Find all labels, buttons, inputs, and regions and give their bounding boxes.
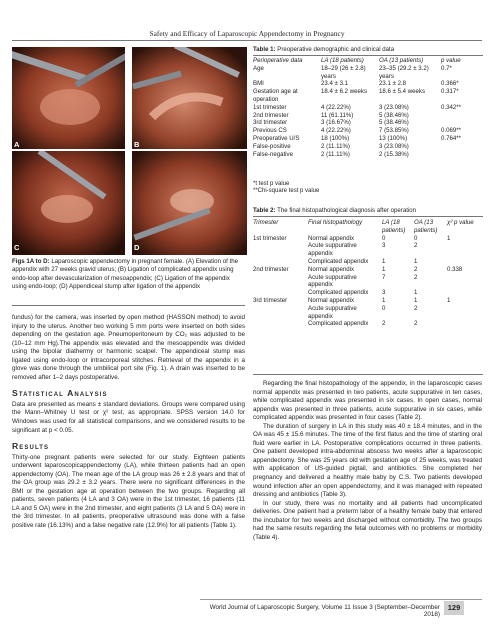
table1-cell [441,119,483,127]
table2-row [253,297,483,305]
table2-title [253,207,416,214]
table2-header: Final histopathology [308,219,363,226]
table1-title [253,46,394,53]
table2-cell: 1 [382,257,386,265]
table2-cell: Acute suppurative appendix [308,242,357,258]
caption-rule [12,305,245,306]
table2-cell: 0 [382,234,386,242]
photo-label-d: D [134,243,140,252]
photo-top-left [12,47,125,149]
table2-header: Trimester [253,219,279,226]
outcome-paragraph: In our study, there was no mortality and all patients had uncomplicated deliveries. One patient had a preterm labor of a healthy female baby that entered the incubator for two weeks and discharged without comorbidity. The two groups had the same results regarding the fetal outcomes with no problems or morbidity (Table 4). [253,499,482,541]
table2 [253,219,483,328]
table1-cell: 4 (22.22%) [321,103,351,111]
table1-row [253,80,483,88]
table1-cell: False-negative [253,150,293,158]
photo-label-a: A [14,140,20,149]
table2-bottom-rule [253,374,483,375]
table1-row [253,112,483,120]
table2-cell: 0.338 [447,265,463,273]
table2-cell: Complicated appendix [308,320,369,328]
table1-cell: 3rd trimester [253,119,288,127]
table2-cell: Complicated appendix [308,289,369,297]
table2-title-text: The final histopathological diagnosis after operation [275,207,417,214]
table2-top-rule [253,216,483,217]
duration-paragraph: The duration of surgery in LA in this study was 40 ± 18.4 minutes, and in the OA was 45 ± 15.6 minutes. The time of the first flatus and the time of starting oral fluid were earlier in LA. Postoperative complications occurred in three patients. One patient developed intra-abdominal abscess two weeks after a laparoscopic appendectomy. She was 25 years old with gestation age of 25 weeks, was treated with application of US-guided pigtail, and antibiotics. She completed her pregnancy and delivered a healthy male baby by C.S. Two patients developed wound infection after an open appendectomy, and it was managed with repeated dressing and antibiotics (Table 3). [253,422,482,499]
table2-cell [253,320,308,328]
table2-row [253,266,483,274]
table2-row [253,242,483,258]
table2-cell: 1 [447,234,451,242]
table2-cell: Acute suppurative appendix [308,273,357,289]
table1-title-text: Preoperative demographic and clinical data [275,46,395,53]
journal-footer: World Journal of Laparoscopic Surgery, Volume 11 Issue 3 (September–December 2018) [209,604,440,618]
table2-header-row [253,219,483,235]
table1-header: Perioperative data [253,57,303,64]
table2-row [253,305,483,321]
table2-cell: 2 [414,304,418,312]
table2-cell [253,289,308,297]
table1-row [253,88,483,104]
table2-cell [447,258,483,266]
right-column [253,380,482,542]
left-column [12,314,245,531]
table2-row [253,320,483,328]
table2-cell: 0 [382,304,386,312]
table2-cell: Normal appendix [308,265,355,273]
method-paragraph: fundus) for the camera, was inserted by open method (HASSON method) to avoid injury to the uterus. Another two working 5 mm ports were inserted on both sides depending on the gestation age. Pneumoperitoneum by CO₂ was adjusted to be (10–12 mm Hg).The appendix was elevated and the mesoappendix was divided using the bipolar diathermy or harmonic scalpel. The appendiceal stump was ligated using endo-loop or intracorporeal stitches. Retrieval of the appendix in a glove was done through the umbilical port site (Fig. 1). A drain was inserted to be removed after 1–2 days postoperative. [12,314,245,381]
table1-cell [441,151,483,159]
table2-cell: Normal appendix [308,234,355,242]
table2-cell: 2 [414,273,418,281]
table2-cell [253,258,308,266]
table1-cell: 4 (22.22%) [321,127,351,135]
table2-cell: 2 [414,265,418,273]
page-number: 129 [444,601,464,615]
table1-cell: Preoperative U/S [253,134,300,142]
table2-cell [447,289,483,297]
table1-cell: 2 (15.38%) [379,150,409,158]
table1-cell: 0.069** [441,127,461,135]
photo-top-right [132,47,247,149]
footer-rule [200,599,482,600]
table1-header: OA (13 patients) [379,57,424,64]
table1-row [253,143,483,151]
table2-cell: Acute suppurative appendix [308,304,357,320]
table1-cell: 23.4 ± 3.1 [321,80,349,88]
table1-row [253,104,483,112]
table1-cell: 5 (38.46%) [379,119,409,127]
statistical-analysis-paragraph: Data are presented as means ± standard deviations. Groups were compared using the Mann–Whitney U test or χ² test, as appropriate. SPSS version 14.0 for Windows was used for all statistical comparisons, and we considered results to be significant at p < 0.05. [12,400,245,434]
header-rule [12,40,482,41]
table1-cell: 0.764** [441,134,461,142]
photo-label-b: B [134,140,140,149]
table1-cell: 11 (61.11%) [321,111,354,119]
table1-row [253,65,483,81]
table2-cell [447,320,483,328]
table1-row [253,151,483,159]
table1-footnote: *t test p value [253,181,290,187]
table1-cell: 5 (38.46%) [379,111,409,119]
table1-cell: Age [253,64,264,72]
table1-cell: 3 (23.08%) [379,103,409,111]
table1-row [253,135,483,143]
running-header: Safety and Efficacy of Laparoscopic Appendectomy in Pregnancy [149,29,345,38]
table2-row [253,258,483,266]
table2-header: χ² p value [447,219,474,226]
table2-cell: 1 [414,257,418,265]
table1-row [253,119,483,127]
table1-cell [441,112,483,120]
table1-cell: 0.366* [441,80,459,88]
table2-row [253,235,483,243]
photo-bottom-left [12,151,125,255]
table1-footnote: **Chi-square test p value [253,188,320,195]
table2-cell: 3rd trimester [253,296,288,304]
table1-cell: Gestation age at operation [253,88,298,103]
table2-header: LA (18 patients) [382,219,406,234]
statistical-analysis-heading: Statistical Analysis [12,388,108,399]
histopathology-paragraph: Regarding the final histopathology of the appendix, in the laparoscopic cases normal appendix was presented in two patients, acute suppurative in ten cases, while complicated appendix was presented in six cases. In open cases, normal appendix was presented in three patients, acute suppurative in six cases, while complicated appendix was presented in four cases (Table 2). [253,380,482,422]
table1-header: LA (18 patients) [321,57,364,64]
table1-cell: 2nd trimester [253,111,289,119]
table1-cell: 0.7* [441,64,452,72]
table2-cell: 1 [414,296,418,304]
figure-caption-lead: Figs 1A to D: [12,258,50,265]
table2-title-label: Table 2: [253,207,276,214]
table2-cell: 3 [382,242,386,250]
table2-cell: Normal appendix [308,296,355,304]
table2-cell: 2nd trimester [253,265,289,273]
table1-cell: 2 (11.11%) [321,150,350,158]
results-paragraph: Thirty-one pregnant patients were selected for our study. Eighteen patients underwent laparoscopicappendectomy (LA), while thirteen patients had an open appendectomy (OA). The mean age of the LA group was 26 ± 2.8 years and that of the OA group was 29.2 ± 3.2 years. There were no significant differences in the BMI or the gestation age at operation between the two groups. Regarding all patients, seven patients (4 LA and 3 OA) were in the 1st trimester, 16 patients (11 LA and 5 OA) were in the 2nd trimester, and eight patients (3 LA and 5 OA) were in the 3rd trimester. In all patients, preoperative ultrasound was done with a false positive rate (16.13%) and a false negative rate (12.9%) for all patients (Table 1). [12,453,245,530]
table2-cell [253,274,308,290]
table1-cell: False-positive [253,142,291,150]
results-heading: Results [12,441,50,452]
table2-cell: 3 [382,289,386,297]
table1-cell: 0.317* [441,88,459,96]
table2-cell: 2 [382,320,386,328]
table2-cell [447,305,483,321]
table1-cell: 23–35 (29.2 ± 3.2) years [379,64,429,80]
table1-cell: 18.4 ± 6.2 weeks [321,88,368,96]
table1-cell: BMI [253,80,264,88]
table2-row [253,289,483,297]
table2-row [253,274,483,290]
table1-cell: 3 (16.67%) [321,119,351,127]
table1-cell: 2 (11.11%) [321,142,350,150]
table1-cell: 7 (53.85%) [379,127,409,135]
table1-cell: 13 (100%) [379,134,408,142]
table1 [253,57,483,158]
table1-cell: 18.6 ± 5.4 weeks [379,88,426,96]
table1-title-label: Table 1: [253,46,276,53]
table2-cell: 2 [414,242,418,250]
table2-cell: 1 [447,296,451,304]
table2-cell: Complicated appendix [308,257,369,265]
table2-cell: 1 [414,289,418,297]
figure-caption [12,258,245,291]
table1-row [253,127,483,135]
table1-header: p value [441,57,461,64]
photo-bottom-right [132,151,247,255]
table1-cell: 23.1 ± 2.8 [379,80,407,88]
table2-cell [253,242,308,258]
table2-cell: 1 [382,265,386,273]
table2-cell: 0 [414,234,418,242]
table1-header-row [253,57,483,65]
table1-cell: 18 (100%) [321,134,350,142]
table2-cell: 1 [382,296,386,304]
table2-cell: 7 [382,273,386,281]
table1-cell: 3 (23.08%) [379,142,409,150]
table1-top-rule [253,55,483,56]
table1-cell: 18–29 (26 ± 2.8) years [321,64,366,80]
table1-footnotes [253,181,319,196]
table2-cell [253,305,308,321]
table1-cell: Previous CS [253,127,287,135]
figure-caption-text: Laparoscopic appendectomy in pregnant female. (A) Elevation of the appendix with 27 weeks gravid uterus; (B) Ligation of complicated appendix using endo-loop after devascularization of mesoappendix; (C) Ligation of the appendix using endo-loop; (D) Appendiceal stump after ligation of the appendix [12,258,239,290]
table2-cell: 1st trimester [253,234,287,242]
table2-header: OA (13 patients) [414,219,438,234]
table1-cell: 0.342** [441,103,461,111]
table2-cell: 2 [414,320,418,328]
table1-cell [441,143,483,151]
table2-cell [447,274,483,290]
figure-photos [12,47,247,255]
table1-cell: 1st trimester [253,103,287,111]
table2-cell [447,242,483,258]
photo-label-c: C [14,243,20,252]
